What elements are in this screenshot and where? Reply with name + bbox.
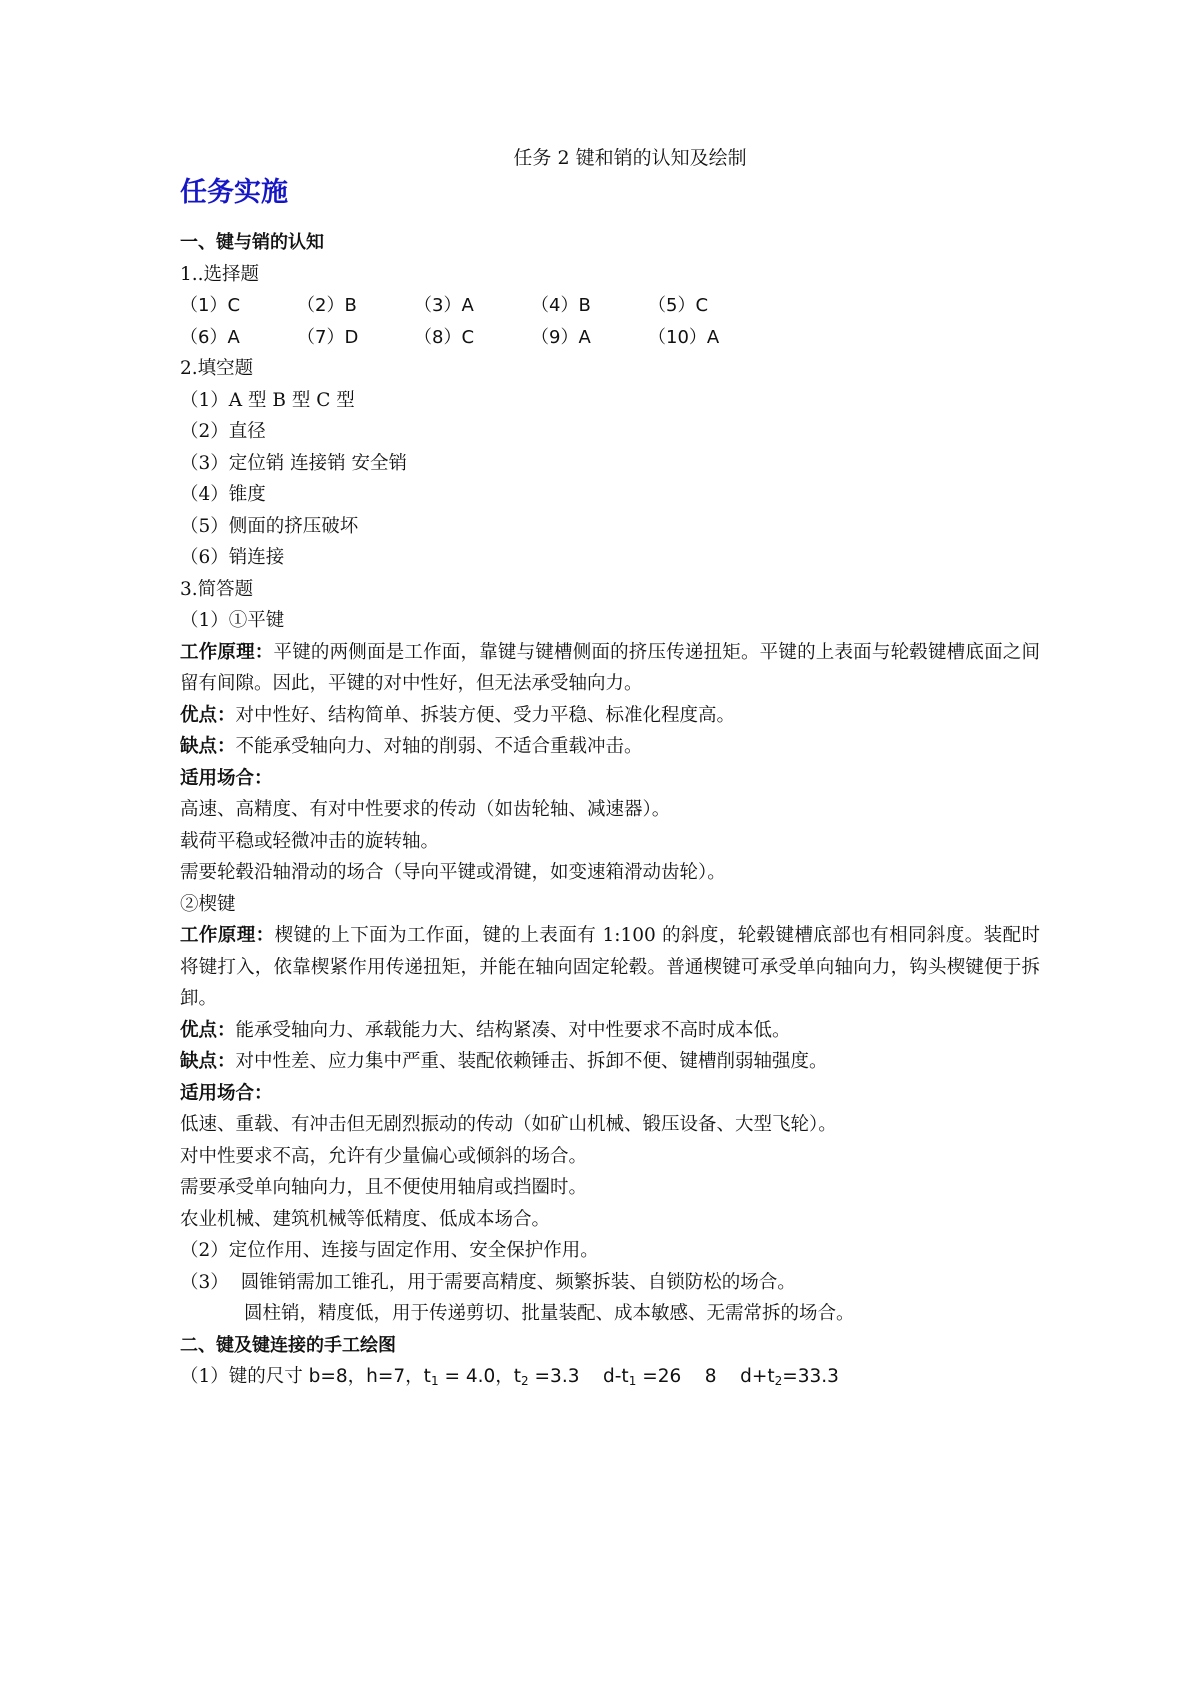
q2-answer: （2）直径 xyxy=(180,421,266,442)
cons-text: 不能承受轴向力、对轴的削弱、不适合重载冲击。 xyxy=(235,736,643,757)
q3-3-answer-line1 xyxy=(180,1267,1040,1299)
q3-2-answer: （2）定位作用、连接与固定作用、安全保护作用。 xyxy=(180,1240,599,1261)
q1-answer: （2）B xyxy=(297,295,357,316)
pros-text: 对中性好、结构简单、拆装方便、受力平稳、标准化程度高。 xyxy=(235,704,736,726)
dims-d-minus-t1 xyxy=(603,1366,740,1387)
t2-subscript: 2 xyxy=(521,1374,529,1388)
q2-title: 2.填空题 xyxy=(180,358,254,379)
principle-text: 平键的两侧面是工作面，靠键与键槽侧面的挤压传递扭矩。平键的上表面与轮毂键槽底面之间留有间隙。因此，平键的对中性好，但无法承受轴向力。 xyxy=(180,641,1040,694)
flat-key-usage-line: 载荷平稳或轻微冲击的旋转轴。 xyxy=(180,830,440,852)
document-content xyxy=(180,143,1040,1393)
q3-title: 3.简答题 xyxy=(180,578,254,600)
q3-3-answer-line2: 圆柱销，精度低，用于传递剪切、批量装配、成本敏感、无需常拆的场合。 xyxy=(244,1303,855,1324)
wedge-key-cons xyxy=(180,1046,1040,1078)
t1-symbol: t xyxy=(423,1366,431,1387)
dims-t2 xyxy=(514,1366,603,1387)
dt2-subscript: 2 xyxy=(774,1374,783,1388)
principle-text: 楔键的上下面为工作面，键的上表面有 1:100 的斜度，轮毂键槽底部也有相同斜度。装配时将键打入，依靠楔紧作用传递扭矩，并能在轴向固定轮毂。普通楔键可承受单向轴向力，钩头楔键便于拆卸。 xyxy=(180,925,1040,1009)
dims-bh: b=8，h=7， xyxy=(308,1366,424,1387)
section1-heading: 一、键与销的认知 xyxy=(180,232,324,253)
main-heading: 任务实施 xyxy=(180,177,288,208)
wedge-key-usage-line: 需要承受单向轴向力，且不便使用轴肩或挡圈时。 xyxy=(180,1177,588,1198)
dims-prefix: （1）键的尺寸 xyxy=(180,1366,309,1387)
q1-title: 1..选择题 xyxy=(180,263,260,285)
dims-t1 xyxy=(424,1366,514,1387)
t1-subscript: 1 xyxy=(430,1374,439,1388)
q1-answer: （1）C xyxy=(180,295,241,316)
q2-answer: （5）侧面的挤压破坏 xyxy=(180,515,359,537)
q1-answer: （3）A xyxy=(414,295,474,316)
t2-value: =3.3 xyxy=(528,1366,603,1387)
wedge-key-principle xyxy=(180,920,1040,1015)
wedge-key-usage-label-line xyxy=(180,1078,1040,1110)
flat-key-usage-line: 需要轮毂沿轴滑动的场合（导向平键或滑键，如变速箱滑动齿轮）。 xyxy=(180,862,726,883)
wedge-key-pros xyxy=(180,1015,1040,1047)
q1-answer: （8）C xyxy=(414,326,475,348)
flat-key-usage-label-line xyxy=(180,763,1040,795)
pros-label: 优点： xyxy=(180,704,236,726)
wedge-key-title: ②楔键 xyxy=(180,893,236,915)
cons-label: 缺点： xyxy=(180,736,236,757)
flat-key-principle xyxy=(180,637,1040,700)
dt1-subscript: 1 xyxy=(628,1374,637,1388)
wedge-key-usage-line: 农业机械、建筑机械等低精度、低成本场合。 xyxy=(180,1208,551,1230)
flat-key-usage-line: 高速、高精度、有对中性要求的传动（如齿轮轴、减速器）。 xyxy=(180,799,671,820)
pros-label: 优点： xyxy=(180,1019,236,1041)
q2-answer: （6）销连接 xyxy=(180,547,285,568)
dt1-symbol: d-t xyxy=(603,1366,629,1387)
t2-symbol: t xyxy=(513,1366,522,1387)
q1-answer-row-1 xyxy=(180,290,1040,322)
wedge-key-usage-line: 低速、重载、有冲击但无剧烈振动的传动（如矿山机械、锻压设备、大型飞轮）。 xyxy=(180,1114,837,1135)
wedge-key-usage-line: 对中性要求不高，允许有少量偏心或倾斜的场合。 xyxy=(180,1145,588,1167)
q2-answer: （4）锥度 xyxy=(180,484,266,505)
q1-answer: （7）D xyxy=(297,326,359,348)
cons-label: 缺点： xyxy=(180,1051,236,1072)
dims-d-plus-t2 xyxy=(740,1366,839,1387)
pros-text: 能承受轴向力、承载能力大、结构紧凑、对中性要求不高时成本低。 xyxy=(235,1019,791,1041)
q2-answer: （1）A 型 B 型 C 型 xyxy=(180,389,355,411)
document-title: 任务 2 键和销的认知及绘制 xyxy=(513,147,747,169)
principle-label: 工作原理： xyxy=(180,925,275,946)
usage-label: 适用场合： xyxy=(180,1082,273,1104)
q1-answer: （10）A xyxy=(648,326,720,348)
q3-3-text-1: 圆锥销需加工锥孔，用于需要高精度、频繁拆装、自锁防松的场合。 xyxy=(240,1271,796,1293)
flat-key-cons xyxy=(180,731,1040,763)
q1-answer-row-2 xyxy=(180,322,1040,354)
usage-label: 适用场合： xyxy=(180,767,273,789)
q3-1-title: （1）①平键 xyxy=(180,610,285,631)
flat-key-pros xyxy=(180,700,1040,732)
dt2-value: =33.3 xyxy=(782,1366,839,1387)
t1-value: = 4.0， xyxy=(438,1366,514,1387)
q2-answer: （3）定位销 连接销 安全销 xyxy=(180,452,408,474)
cons-text: 对中性差、应力集中严重、装配依赖锤击、拆卸不便、键槽削弱轴强度。 xyxy=(235,1051,828,1072)
section2-heading: 二、键及键连接的手工绘图 xyxy=(180,1334,396,1356)
q1-answer: （9）A xyxy=(531,326,591,348)
principle-label: 工作原理： xyxy=(180,641,274,663)
key-dimensions-line xyxy=(180,1361,1040,1393)
q1-answer: （6）A xyxy=(180,326,240,348)
q1-answer: （5）C xyxy=(648,295,709,316)
dt1-value: =26 8 xyxy=(636,1366,741,1387)
q1-answer: （4）B xyxy=(531,295,591,316)
q3-3-prefix: （3） xyxy=(180,1271,229,1293)
dt2-symbol: d+t xyxy=(740,1366,775,1387)
